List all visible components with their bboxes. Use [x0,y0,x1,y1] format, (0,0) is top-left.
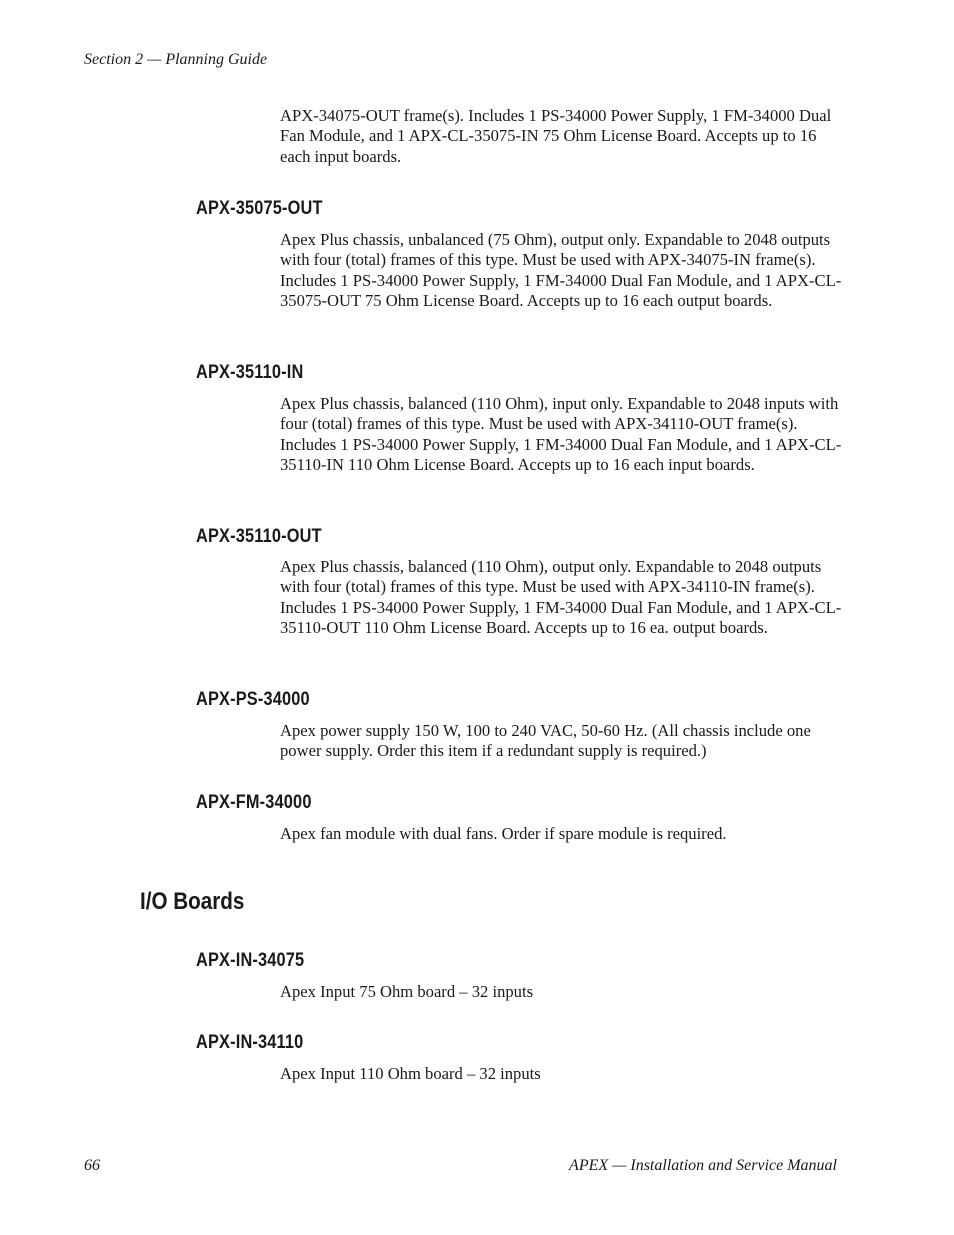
paragraph-apx-in-34075: Apex Input 75 Ohm board – 32 inputs [280,982,534,1001]
heading-apx-35075-out: APX-35075-OUT [196,198,323,219]
intro-paragraph: APX-34075-OUT frame(s). Includes 1 PS-34000 Power Supply, 1 FM-34000 Dual Fan Module, and 1 APX-CL-35075-IN 75 Ohm License Board. Accepts up to 16 each input boards. [280,106,832,166]
section-heading-io-boards: I/O Boards [140,888,245,915]
heading-apx-in-34075: APX-IN-34075 [196,950,305,971]
running-header: Section 2 — Planning Guide [84,51,268,68]
heading-apx-in-34110: APX-IN-34110 [196,1032,304,1053]
paragraph-apx-35110-in: Apex Plus chassis, balanced (110 Ohm), input only. Expandable to 2048 inputs with four (total) frames of this type. Must be used with APX-34110-OUT frame(s). Includes 1 PS-34000 Power Supply, 1 FM-34000 Dual Fan Module, and 1 APX-CL-35110-IN 110 Ohm License Board. Accepts up to 16 each input boards. [280,394,842,475]
page-number: 66 [84,1157,100,1174]
paragraph-apx-ps-34000: Apex power supply 150 W, 100 to 240 VAC, 50-60 Hz. (All chassis include one power supply. Order this item if a redundant supply is required.) [280,721,811,761]
heading-apx-ps-34000: APX-PS-34000 [196,689,310,710]
paragraph-apx-in-34110: Apex Input 110 Ohm board – 32 inputs [280,1064,541,1083]
paragraph-apx-fm-34000: Apex fan module with dual fans. Order if spare module is required. [280,824,727,843]
running-footer-title: APEX — Installation and Service Manual [569,1157,837,1174]
heading-apx-fm-34000: APX-FM-34000 [196,792,312,813]
paragraph-apx-35075-out: Apex Plus chassis, unbalanced (75 Ohm), output only. Expandable to 2048 outputs with four (total) frames of this type. Must be used with APX-34075-IN frame(s). Includes 1 PS-34000 Power Supply, 1 FM-34000 Dual Fan Module, and 1 APX-CL-35075-OUT 75 Ohm License Board. Accepts up to 16 each output boards. [280,230,842,311]
paragraph-apx-35110-out: Apex Plus chassis, balanced (110 Ohm), output only. Expandable to 2048 outputs with four (total) frames of this type. Must be used with APX-34110-IN frame(s). Includes 1 PS-34000 Power Supply, 1 FM-34000 Dual Fan Module, and 1 APX-CL-35110-OUT 110 Ohm License Board. Accepts up to 16 ea. output boards. [280,557,842,638]
heading-apx-35110-in: APX-35110-IN [196,362,304,383]
heading-apx-35110-out: APX-35110-OUT [196,526,322,547]
